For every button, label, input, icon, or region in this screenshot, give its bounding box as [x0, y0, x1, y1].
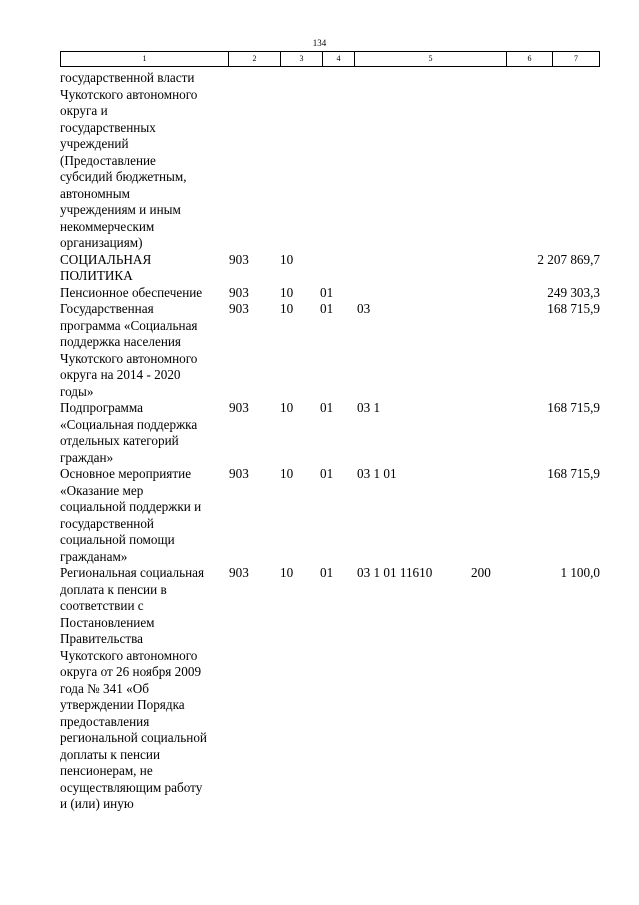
table-header-row — [60, 51, 600, 67]
table-row — [60, 70, 600, 252]
row-amount: 1 100,0 — [560, 565, 600, 580]
table-row — [60, 565, 600, 813]
row-code-6: 200 — [471, 565, 491, 580]
table-row — [60, 400, 600, 466]
row-amount: 2 207 869,7 — [537, 251, 600, 267]
row-code-3: 10 — [280, 400, 294, 415]
row-name: СОЦИАЛЬНАЯ ПОЛИТИКА — [60, 251, 152, 283]
row-code-2: 903 — [229, 565, 249, 580]
row-code-5: 03 1 01 11610 — [357, 565, 433, 580]
header-col-1: 1 — [61, 52, 229, 66]
row-amount: 168 715,9 — [547, 466, 600, 481]
row-code-2: 903 — [229, 251, 249, 267]
page-number: 134 — [312, 38, 327, 48]
header-col-4: 4 — [323, 52, 355, 66]
row-name: Основное мероприятие «Оказание мер социальной поддержки и государственной социальной помощи гражданам» — [60, 466, 202, 564]
row-code-3: 10 — [280, 284, 294, 300]
row-code-2: 903 — [229, 284, 249, 300]
row-amount: 168 715,9 — [547, 400, 600, 415]
row-code-5: 03 1 — [357, 400, 381, 415]
header-col-7: 7 — [574, 54, 578, 63]
header-col-6: 6 — [507, 52, 553, 66]
row-code-5: 03 — [357, 301, 371, 316]
row-code-3: 10 — [280, 565, 294, 580]
row-code-4: 01 — [320, 284, 334, 300]
table-row — [60, 466, 600, 565]
row-amount: 249 303,3 — [547, 284, 600, 300]
table-body — [60, 70, 600, 813]
row-name: Пенсионное обеспечение — [60, 284, 203, 300]
header-col-3: 3 — [281, 52, 323, 66]
row-code-4: 01 — [320, 466, 334, 481]
row-amount: 168 715,9 — [547, 301, 600, 316]
row-code-4: 01 — [320, 400, 334, 415]
header-col-5: 5 — [355, 52, 507, 66]
table-row — [60, 285, 600, 302]
row-code-2: 903 — [229, 466, 249, 481]
row-code-4: 01 — [320, 565, 334, 580]
row-code-3: 10 — [280, 301, 294, 316]
row-code-5: 03 1 01 — [357, 466, 397, 481]
row-code-3: 10 — [280, 251, 294, 267]
row-code-3: 10 — [280, 466, 294, 481]
table-row — [60, 301, 600, 400]
header-col-2: 2 — [229, 52, 281, 66]
row-code-2: 903 — [229, 301, 249, 316]
row-code-4: 01 — [320, 301, 334, 316]
table-row — [60, 252, 600, 285]
row-code-2: 903 — [229, 400, 249, 415]
row-name: Подпрограмма «Социальная поддержка отдельных категорий граждан» — [60, 400, 198, 465]
row-name: государственной власти Чукотского автономного округа и государственных учреждений (Предоставление субсидий бюджетным, автономным учреждениям и иным некоммерческим организациям) — [60, 70, 198, 250]
row-name: Государственная программа «Социальная поддержка населения Чукотского автономного округа на 2014 - 2020 годы» — [60, 301, 198, 399]
row-name: Региональная социальная доплата к пенсии в соответствии с Постановлением Правительства Чукотского автономного округа от 26 ноября 2009 года № 341 «Об утверждении Порядка предоставления региональной социальной доплаты к пенсии пенсионерам, не осуществляющим работу и (или) иную — [60, 565, 207, 811]
